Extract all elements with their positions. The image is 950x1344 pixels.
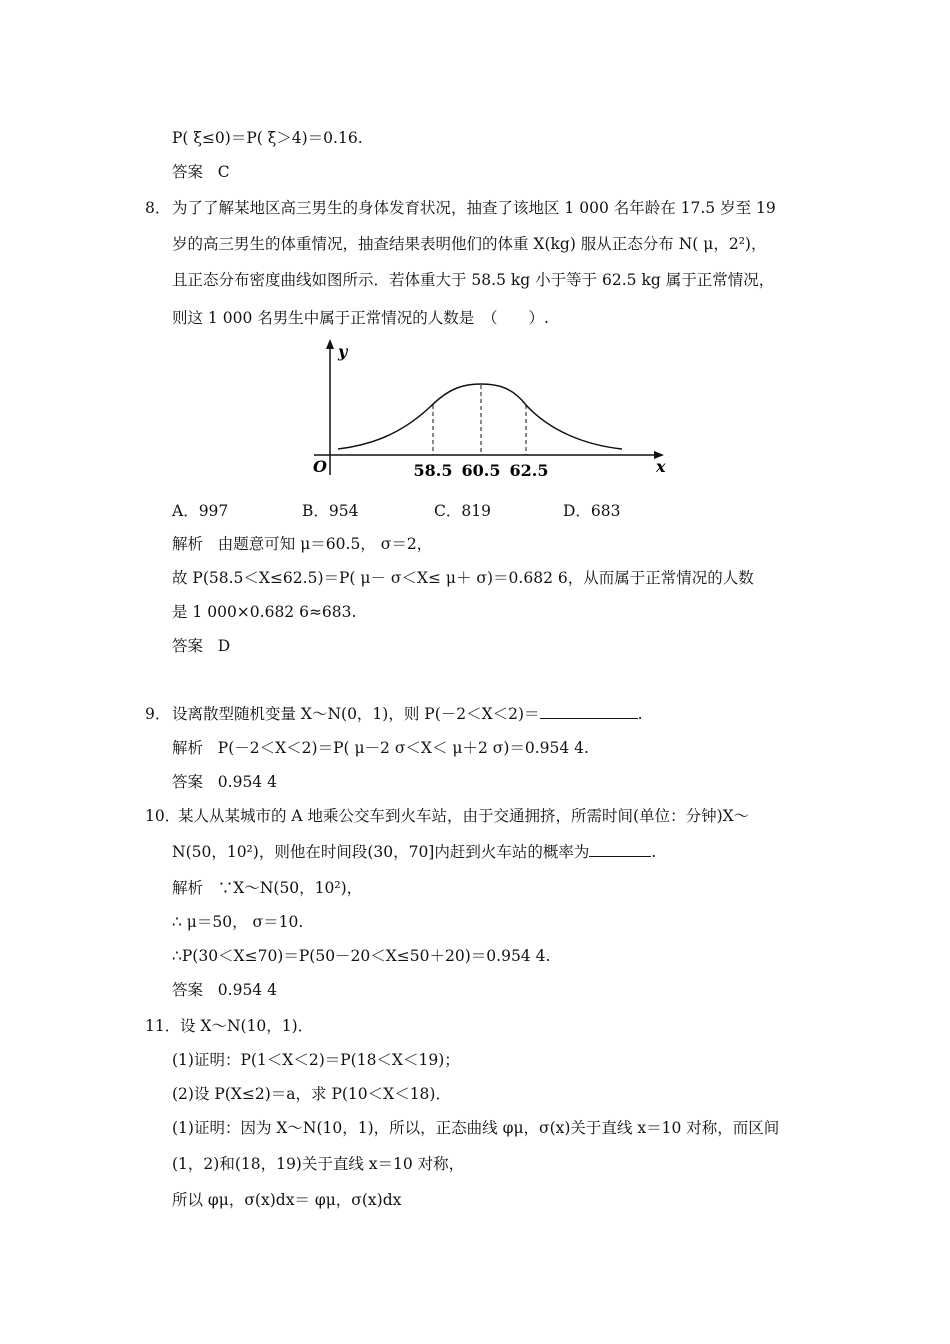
q11-proof-line2: (1，2)和(18，19)关于直线 x＝10 对称， <box>172 1155 465 1173</box>
tick-label-62-5: 62.5 <box>509 461 549 480</box>
stem-text: 设离散型随机变量 X～N(0，1)，则 P(－2＜X＜2)＝ <box>172 705 540 723</box>
q11-part1: (1)证明：P(1＜X＜2)＝P(18＜X＜19)； <box>172 1051 460 1069</box>
answer-value: 0.954 4 <box>217 773 277 791</box>
q8-number: 8． <box>145 199 171 217</box>
answer-label: 答案 <box>172 637 204 655</box>
q11-proof-line1: (1)证明：因为 X～N(10，1)，所以，正态曲线 φμ，σ(x)关于直线 x＝10 对称，而区间 <box>172 1119 780 1137</box>
origin-label: O <box>313 457 327 476</box>
solution-text: P(－2＜X＜2)＝P( μ－2 σ＜X＜ μ＋2 σ)＝0.954 4. <box>217 739 589 757</box>
tick-label-60-5: 60.5 <box>461 461 501 480</box>
q10-answer <box>172 980 277 1000</box>
y-axis-label: y <box>338 342 348 361</box>
q8-solution-line3: 是 1 000×0.682 6≈683. <box>172 603 357 621</box>
answer-label: 答案 <box>172 163 204 181</box>
solution-text: 由题意可知 μ＝60.5， σ＝2， <box>217 535 433 553</box>
q10-solution-line1 <box>172 878 362 898</box>
option-a: A．997 <box>172 502 229 520</box>
q7-tail-line: P( ξ≤0)＝P( ξ＞4)＝0.16. <box>172 129 363 147</box>
q8-answer <box>172 636 230 656</box>
q9-number: 9． <box>145 705 171 723</box>
option-c: C．819 <box>434 502 491 520</box>
q9-stem <box>172 704 643 724</box>
answer-value: 0.954 4 <box>217 981 277 999</box>
answer-value: D <box>217 637 231 655</box>
q10-stem-line2 <box>172 842 656 862</box>
option-b: B．954 <box>302 502 359 520</box>
solution-label: 解析 <box>172 879 204 897</box>
q8-stem-line4: 则这 1 000 名男生中属于正常情况的人数是 （ ）. <box>172 309 549 327</box>
normal-curve-figure <box>300 335 680 485</box>
solution-text: ∵X～N(50，10²)， <box>217 879 363 897</box>
q8-stem-line2: 岁的高三男生的体重情况，抽查结果表明他们的体重 X(kg) 服从正态分布 N( μ，2²)， <box>172 235 767 253</box>
density-curve <box>338 384 622 449</box>
answer-label: 答案 <box>172 773 204 791</box>
q10-number: 10． <box>145 807 181 825</box>
q11-number: 11． <box>145 1017 181 1035</box>
q8-solution-line1 <box>172 534 432 554</box>
y-axis-arrow <box>326 339 334 349</box>
answer-blank <box>589 842 651 857</box>
q10-stem-line1: 某人从某城市的 A 地乘公交车到火车站，由于交通拥挤，所需时间(单位：分钟)X～ <box>178 807 750 825</box>
q10-solution-line3: ∴P(30＜X≤70)＝P(50－20＜X≤50＋20)＝0.954 4. <box>172 947 551 965</box>
answer-label: 答案 <box>172 981 204 999</box>
stem-end: . <box>651 843 657 861</box>
q9-answer <box>172 772 277 792</box>
solution-label: 解析 <box>172 739 204 757</box>
option-d: D．683 <box>563 502 621 520</box>
q11-proof-line3: 所以 φμ，σ(x)dx＝ φμ，σ(x)dx <box>172 1191 402 1209</box>
stem-text: N(50，10²)，则他在时间段(30，70]内赶到火车站的概率为 <box>172 843 590 861</box>
stem-end: . <box>637 705 643 723</box>
answer-value: C <box>217 163 230 181</box>
tick-label-58-5: 58.5 <box>413 461 453 480</box>
q8-stem-line3: 且正态分布密度曲线如图所示．若体重大于 58.5 kg 小于等于 62.5 kg 属于正常情况， <box>172 271 775 289</box>
q9-solution <box>172 738 589 758</box>
q8-solution-line2: 故 P(58.5＜X≤62.5)＝P( μ－ σ＜X≤ μ＋ σ)＝0.682 6，从而属于正常情况的人数 <box>172 569 754 587</box>
q10-solution-line2: ∴ μ＝50， σ＝10. <box>172 913 304 931</box>
q11-part2: (2)设 P(X≤2)＝a，求 P(10＜X＜18)． <box>172 1085 451 1103</box>
q11-stem: 设 X～N(10，1)． <box>180 1017 314 1035</box>
x-axis-label: x <box>656 457 666 476</box>
solution-label: 解析 <box>172 535 204 553</box>
q8-stem-line1: 为了了解某地区高三男生的身体发育状况，抽查了该地区 1 000 名年龄在 17.5 岁至 19 <box>172 199 776 217</box>
answer-blank <box>540 704 638 719</box>
q7-answer <box>172 162 230 182</box>
